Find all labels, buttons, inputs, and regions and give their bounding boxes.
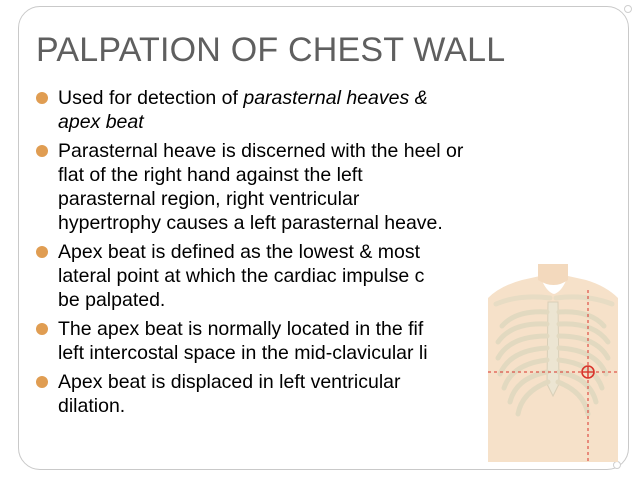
bullet-line: [58, 110, 594, 134]
bullet-line: [58, 187, 594, 211]
bullet-text: Used for detection of: [58, 87, 244, 109]
bullet-emphasis-text: parasternal heaves &: [243, 87, 428, 109]
bullet-text: dilation.: [58, 395, 126, 417]
bullet-text: Apex beat is defined as the lowest & most: [58, 241, 421, 263]
bullet-text: be palpated.: [58, 289, 166, 311]
bullet-line: [58, 240, 594, 264]
bullet-line: [58, 394, 594, 418]
corner-dot-bottom-right: [613, 461, 621, 469]
bullet-line: [58, 341, 594, 365]
bullet-item: [34, 86, 594, 134]
bullet-dot-icon: [36, 246, 48, 258]
bullet-line: [58, 288, 594, 312]
bullet-item: [34, 317, 594, 365]
bullet-text: hypertrophy causes a left parasternal heave.: [58, 212, 443, 234]
bullet-line: [58, 370, 594, 394]
bullet-text: Parasternal heave is discerned with the heel or: [58, 140, 464, 162]
bullet-text: The apex beat is normally located in the fif: [58, 318, 424, 340]
bullet-dot-icon: [36, 92, 48, 104]
bullet-list: [34, 86, 594, 423]
bullet-line: [58, 86, 594, 110]
bullet-dot-icon: [36, 376, 48, 388]
bullet-line: [58, 317, 594, 341]
bullet-emphasis-text: apex beat: [58, 111, 144, 133]
bullet-text: flat of the right hand against the left: [58, 164, 363, 186]
bullet-line: [58, 163, 594, 187]
bullet-item: [34, 370, 594, 418]
bullet-text: parasternal region, right ventricular: [58, 188, 360, 210]
bullet-line: [58, 211, 594, 235]
bullet-text: left intercostal space in the mid-clavicular li: [58, 342, 428, 364]
bullet-line: [58, 264, 594, 288]
bullet-dot-icon: [36, 145, 48, 157]
bullet-line: [58, 139, 594, 163]
bullet-dot-icon: [36, 323, 48, 335]
bullet-text: Apex beat is displaced in left ventricular: [58, 371, 401, 393]
bullet-item: [34, 240, 594, 312]
corner-dot-top-right: [624, 5, 632, 13]
bullet-text: lateral point at which the cardiac impulse c: [58, 265, 425, 287]
slide-title: PALPATION OF CHEST WALL: [36, 31, 506, 69]
bullet-item: [34, 139, 594, 235]
